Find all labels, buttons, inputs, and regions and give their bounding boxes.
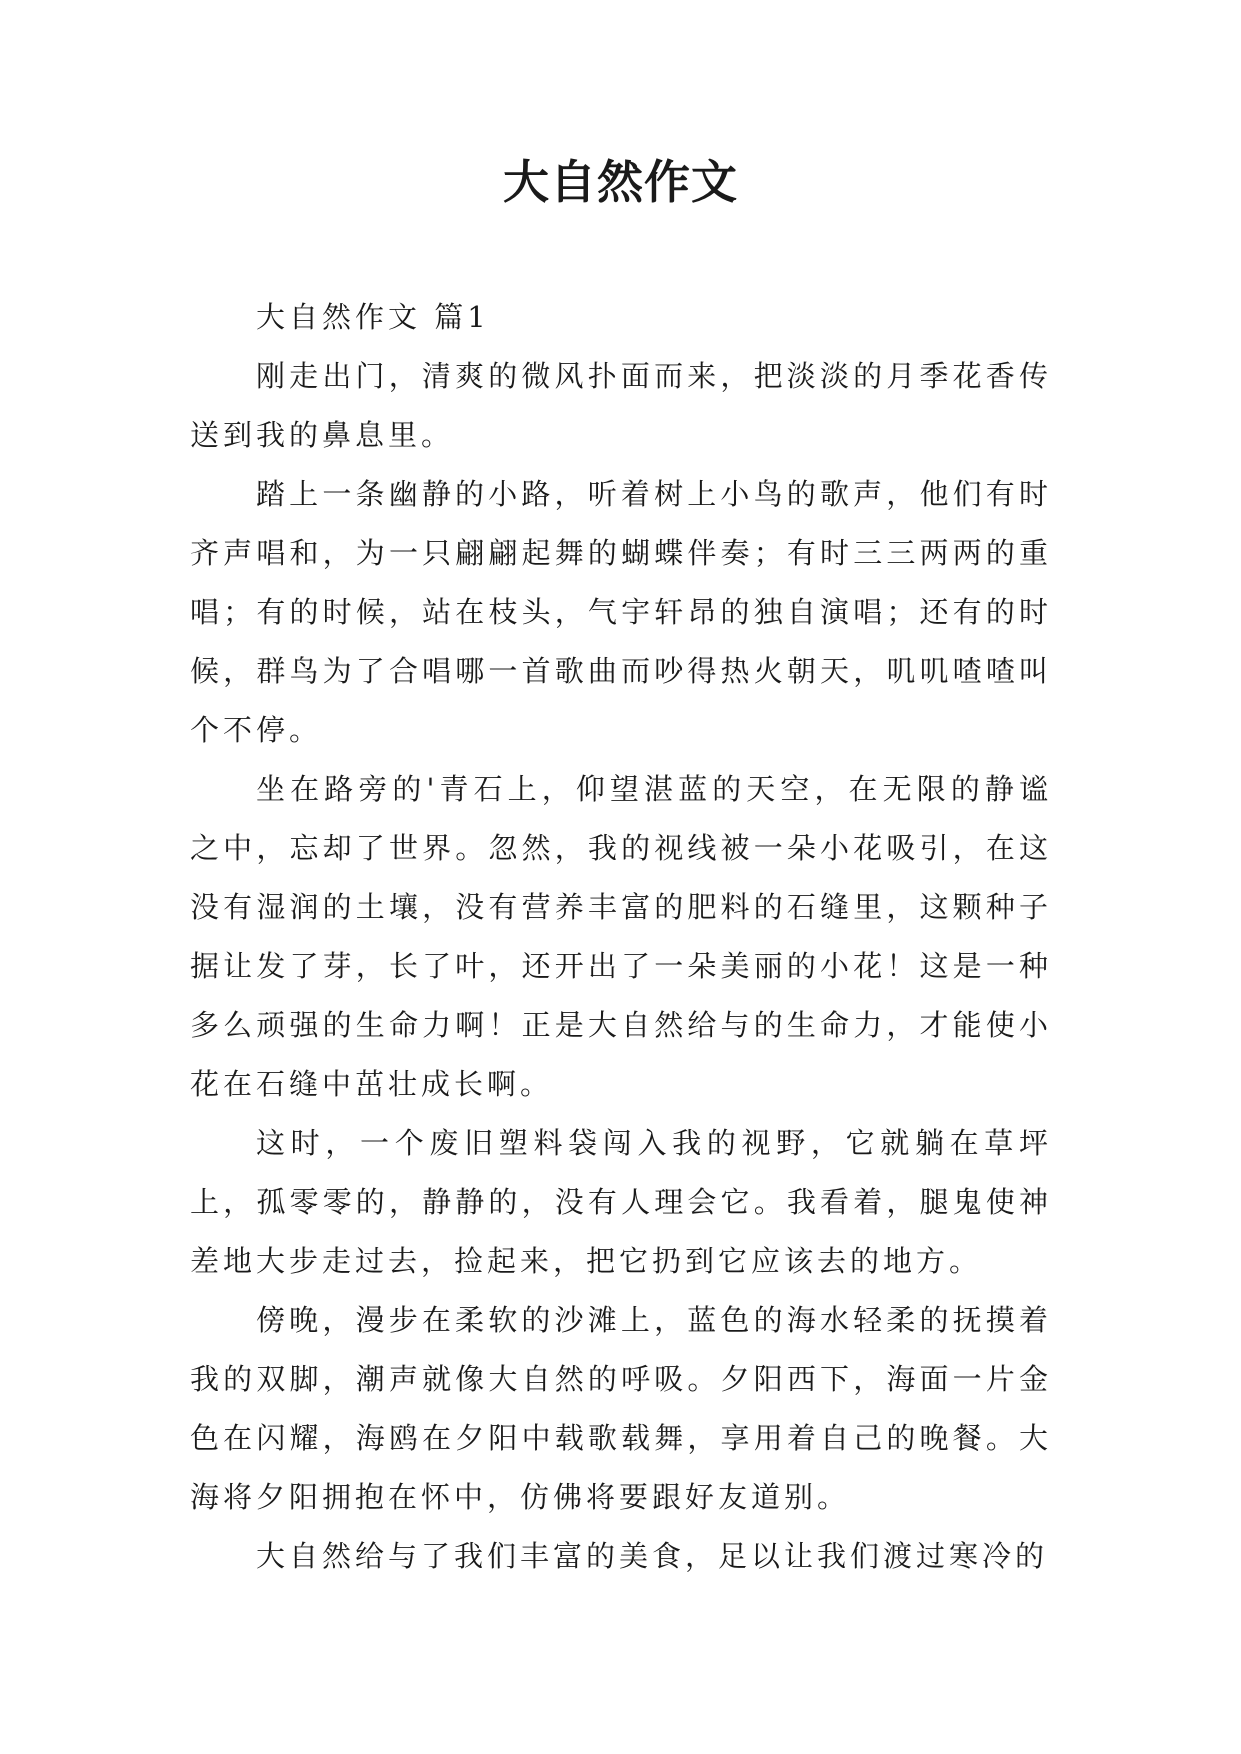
paragraph: 坐在路旁的'青石上，仰望湛蓝的天空，在无限的静谧之中，忘却了世界。忽然，我的视线被一朵小花吸引，在这没有湿润的土壤，没有营养丰富的肥料的石缝里，这颗种子据让发了芽，长了叶，还开出了一朵美丽的小花！这是一种多么顽强的生命力啊！正是大自然给与的生命力，才能使小花在石缝中茁壮成长啊。 bbox=[190, 772, 1052, 1101]
paragraph: 踏上一条幽静的小路，听着树上小鸟的歌声，他们有时齐声唱和，为一只翩翩起舞的蝴蝶伴奏；有时三三两两的重唱；有的时候，站在枝头，气宇轩昂的独自演唱；还有的时候，群鸟为了合唱哪一首歌曲而吵得热火朝天，叽叽喳喳叫个不停。 bbox=[190, 477, 1052, 747]
paragraph: 这时，一个废旧塑料袋闯入我的视野，它就躺在草坪上，孤零零的，静静的，没有人理会它。我看着，腿鬼使神差地大步走过去，捡起来，把它扔到它应该去的地方。 bbox=[190, 1126, 1052, 1278]
document-title: 大自然作文 bbox=[503, 155, 738, 209]
paragraph: 傍晚，漫步在柔软的沙滩上，蓝色的海水轻柔的抚摸着我的双脚，潮声就像大自然的呼吸。夕阳西下，海面一片金色在闪耀，海鸥在夕阳中载歌载舞，享用着自己的晚餐。大海将夕阳拥抱在怀中，仿佛将要跟好友道别。 bbox=[190, 1303, 1052, 1514]
paragraph: 刚走出门，清爽的微风扑面而来，把淡淡的月季花香传送到我的鼻息里。 bbox=[190, 359, 1052, 452]
paragraph: 大自然给与了我们丰富的美食，足以让我们渡过寒冷的 bbox=[256, 1539, 1049, 1573]
document-body bbox=[190, 288, 1052, 1586]
section-heading: 大自然作文 篇1 bbox=[256, 300, 490, 334]
